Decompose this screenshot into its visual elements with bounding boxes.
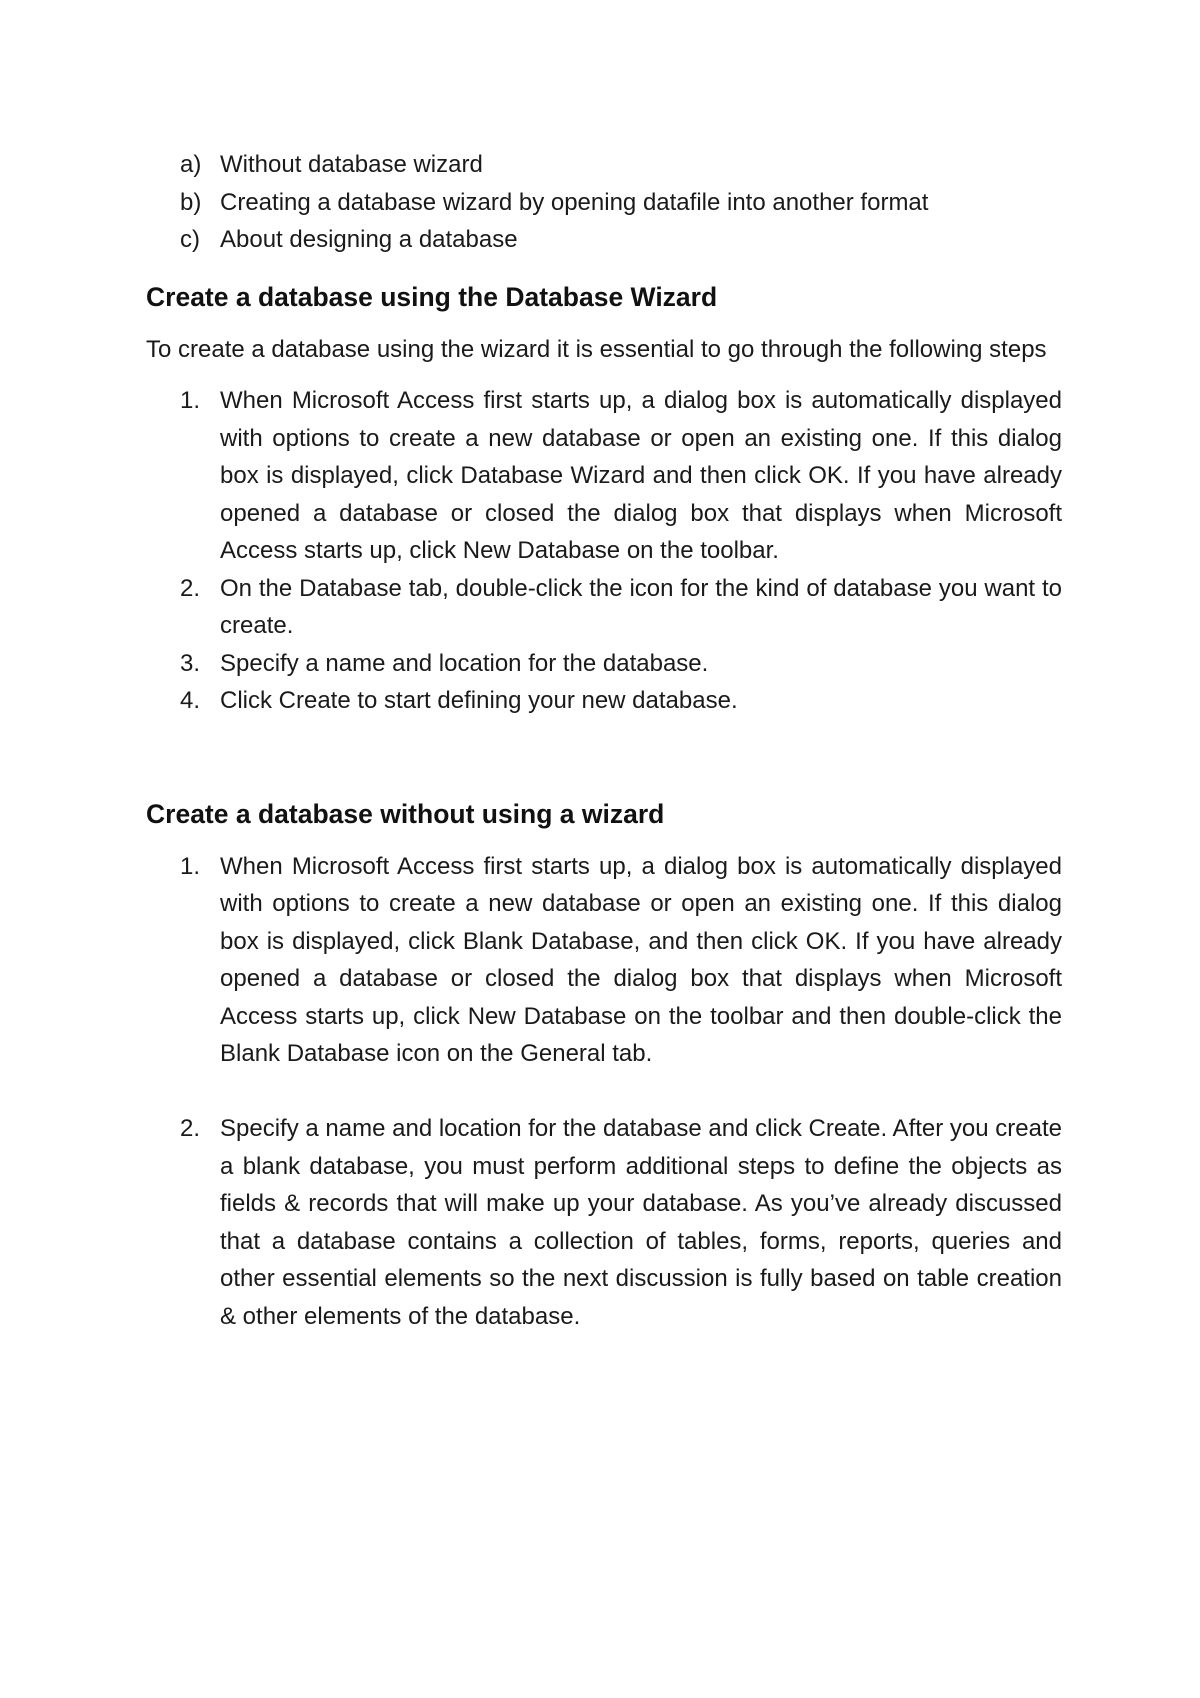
list-item-text: Click Create to start defining your new database. bbox=[220, 687, 738, 714]
list-item-text: Specify a name and location for the database. bbox=[220, 649, 709, 677]
list-item bbox=[146, 1110, 1062, 1335]
list-marker: a) bbox=[180, 151, 202, 178]
list-item bbox=[146, 682, 1062, 720]
page-content bbox=[146, 146, 1062, 1335]
list-item-text: Creating a database wizard by opening datafile into another format bbox=[220, 188, 929, 216]
list-marker: 2. bbox=[180, 574, 201, 602]
list-item bbox=[146, 221, 1062, 259]
section-intro: To create a database using the wizard it is essential to go through the following steps bbox=[146, 335, 1047, 363]
list-item-text: On the Database tab, double-click the icon for the kind of database you want to create. bbox=[220, 574, 1062, 639]
list-item-text: Without database wizard bbox=[220, 151, 483, 178]
list-item bbox=[146, 382, 1062, 570]
list-item-text: When Microsoft Access first starts up, a dialog box is automatically displayed with options to create a new database or open an existing one. If this dialog box is displayed, click Database Wizard and then click OK. If you have already opened a database or closed the dialog box that displays when Microsoft Access starts up, click New Database on the toolbar. bbox=[220, 387, 1062, 564]
list-marker: 3. bbox=[180, 649, 201, 677]
list-item bbox=[146, 146, 1062, 184]
list-marker: 1. bbox=[180, 852, 201, 880]
list-marker: b) bbox=[180, 188, 202, 216]
list-item-text: When Microsoft Access first starts up, a dialog box is automatically displayed with options to create a new database or open an existing one. If this dialog box is displayed, click Blank Database, and then click OK. If you have already opened a database or closed the dialog box that displays when Microsoft Access starts up, click New Database on the toolbar and then double-click the Blank Database icon on the General tab. bbox=[220, 852, 1062, 1067]
list-marker: c) bbox=[180, 226, 200, 253]
list-item-text: Specify a name and location for the database and click Create. After you create a blank database, you must perform additional steps to define the objects as fields & records that will make up your database. As you’ve already discussed that a database contains a collection of tables, forms, reports, queries and other essential elements so the next discussion is fully based on table creation & other elements of the database. bbox=[220, 1115, 1062, 1330]
list-marker: 1. bbox=[180, 387, 201, 414]
manual-steps-list bbox=[146, 848, 1062, 1336]
topic-list bbox=[146, 146, 1062, 259]
section-heading-wizard: Create a database using the Database Wizard bbox=[146, 281, 718, 312]
list-item bbox=[146, 570, 1062, 645]
list-marker: 2. bbox=[180, 1115, 201, 1142]
section-heading-no-wizard: Create a database without using a wizard bbox=[146, 798, 665, 829]
list-item bbox=[146, 848, 1062, 1073]
list-marker: 4. bbox=[180, 687, 201, 714]
list-item bbox=[146, 645, 1062, 683]
list-item-text: About designing a database bbox=[220, 226, 518, 253]
list-item bbox=[146, 184, 1062, 222]
wizard-steps-list bbox=[146, 382, 1062, 720]
